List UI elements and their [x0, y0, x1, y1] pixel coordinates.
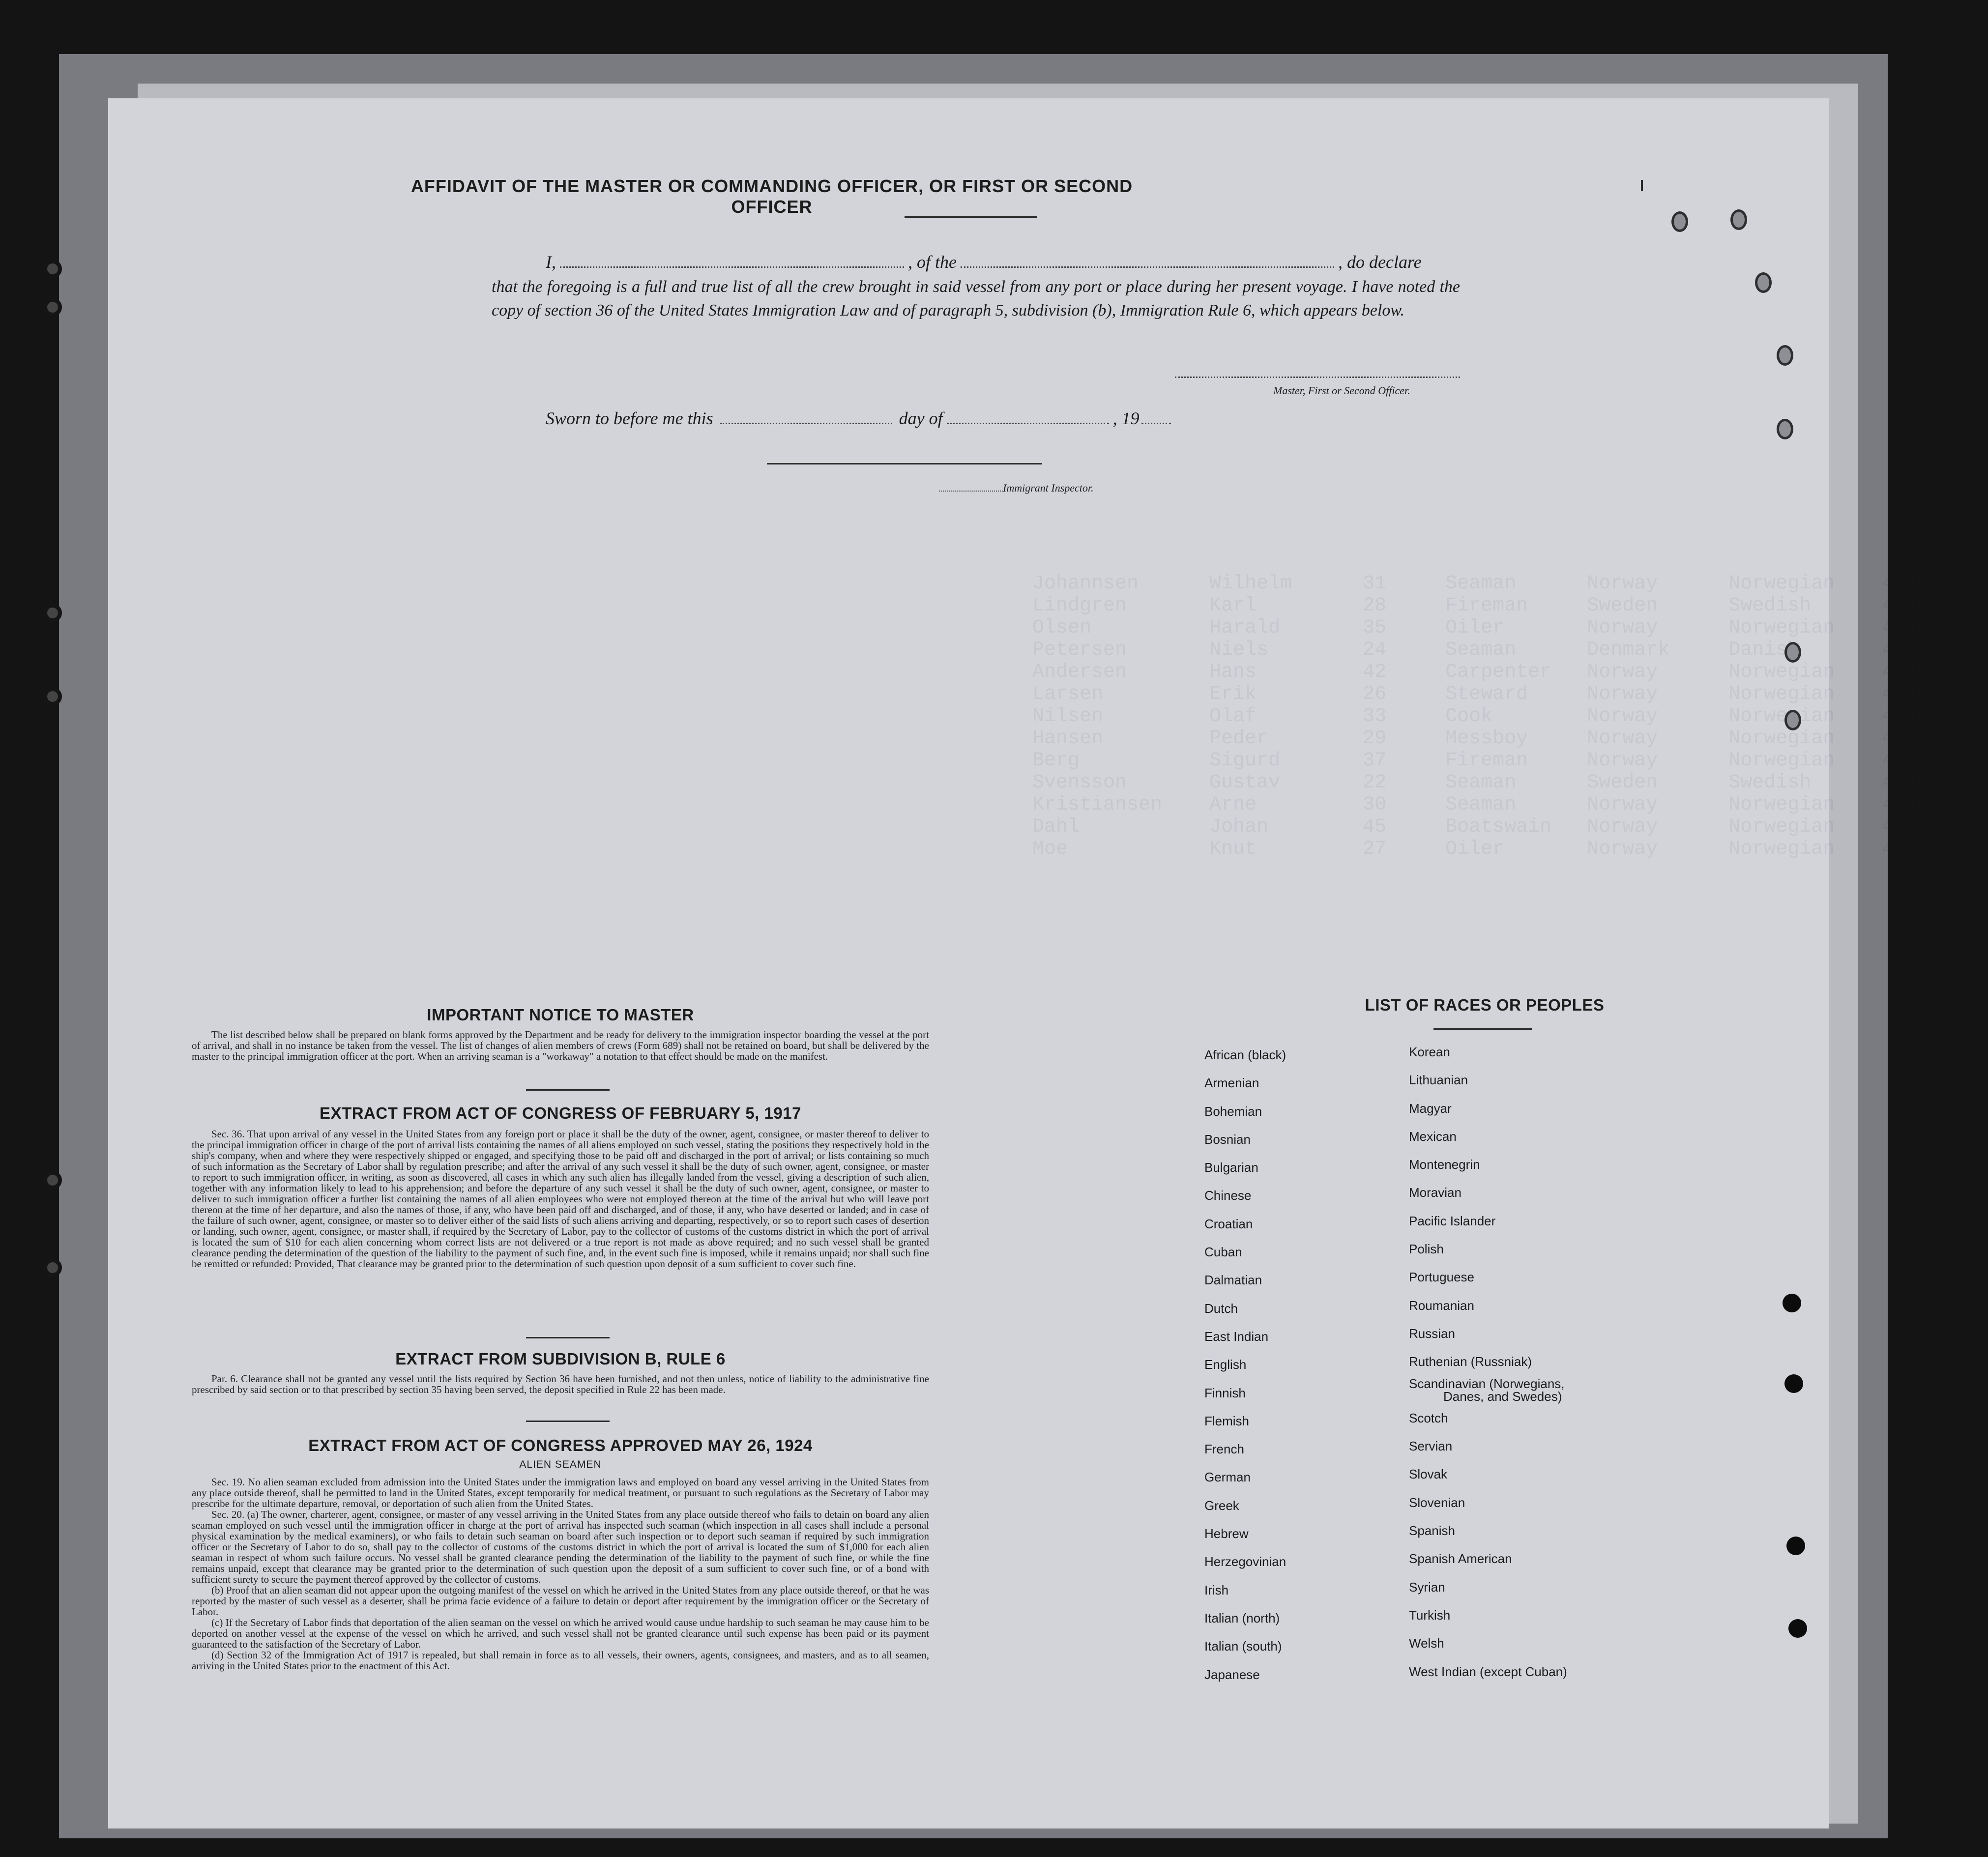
- race-item: Cuban: [1204, 1245, 1242, 1260]
- race-item: African (black): [1204, 1047, 1286, 1062]
- race-item: Syrian: [1409, 1579, 1445, 1595]
- binder-hole-icon: [43, 298, 62, 317]
- race-item: Magyar: [1409, 1101, 1452, 1116]
- notice-paragraph: The list described below shall be prepared on blank forms approved by the Department and be ready for delivery to the immigration inspector boarding the vessel at the port of arrival, and shall in no instance be taken from the vessel. The list of changes of alien members of crews (Form 689) shall not be retained on board, but shall be delivered by the master to the principal immigration officer at the port. When an arriving seaman is a "workaway" a notation to that effect should be made on the manifest.: [192, 1029, 929, 1062]
- race-item: Welsh: [1409, 1636, 1444, 1651]
- extract-1924-subtitle: ALIEN SEAMEN: [519, 1459, 602, 1470]
- affidavit-title: AFFIDAVIT OF THE MASTER OR COMMANDING OFFICER, OR FIRST OR SECOND OFFICER: [410, 176, 1133, 217]
- race-item: Portuguese: [1409, 1270, 1474, 1285]
- race-item: Armenian: [1204, 1075, 1259, 1091]
- race-item: Irish: [1204, 1582, 1229, 1597]
- do-declare-label: , do declare: [1338, 252, 1422, 272]
- punch-hole-icon: [1786, 1537, 1805, 1555]
- race-item: Pacific Islander: [1409, 1213, 1496, 1228]
- race-item: Herzegovinian: [1204, 1554, 1286, 1569]
- race-item: Roumanian: [1409, 1298, 1474, 1313]
- race-item: Polish: [1409, 1242, 1444, 1257]
- rule6-title: EXTRACT FROM SUBDIVISION B, RULE 6: [395, 1350, 726, 1368]
- punch-hole-icon: [1671, 211, 1688, 232]
- binder-hole-icon: [43, 260, 62, 278]
- races-column-2: [1409, 1038, 1567, 1686]
- race-item: Bohemian: [1204, 1103, 1262, 1119]
- race-item: Slovenian: [1409, 1495, 1465, 1510]
- inspector-signature-field[interactable]: [767, 463, 1042, 464]
- sec-20c-paragraph: (c) If the Secretary of Labor finds that deportation of the alien seaman on the vessel on which he arrived would cause undue hardship to such seaman he may cause him to be deported on another vessel at the expense of the vessel on which he arrived, and such vessel shall not be granted clearance until such expense has been paid or its payment guaranteed to the satisfaction of the Secretary of Labor.: [192, 1617, 929, 1650]
- extract-1917-paragraph: Sec. 36. That upon arrival of any vessel in the United States from any foreign port or place it shall be the duty of the owner, agent, consignee, or master thereof to deliver to the principal immigration officer in charge of the port of arrival lists containing the names of all aliens employed on such vessel, stating the positions they respectively hold in the ship's company, when and where they were respectively shipped or engaged, and specifying those to be paid off and discharged in the port of arrival; or lists containing so much of such information as the Secretary of Labor shall by regulation prescribe; and after the arrival of any such vessel it shall be the duty of such owner, agent, consignee, or master to report to such immigration officer, in writing, as soon as discovered, all cases in which any such alien has illegally landed from the vessel, giving a description of such alien, together with any information likely to lead to his apprehension; and before the departure of any such vessel it shall be the duty of such owner, agent, consignee, or master to deliver to such immigration officer a further list containing the names of all alien employees who were not employed thereon at the time of the arrival but who will leave port thereon at the time of her departure, and also the names of those, if any, who have been paid off and discharged, and of those, if any, who have deserted or landed; and in case of the failure of such owner, agent, consignee, or master so to deliver either of the said lists of such aliens arriving and departing, respectively, or so to report such cases of desertion or landing, such owner, agent, consignee, or master shall, if required by the Secretary of Labor, pay to the collector of customs of the customs district in which the port of arrival is located the sum of $10 for each alien concerning whom correct lists are not delivered or a true report is not made as above required; and no such vessel shall be granted clearance pending the determination of the question of the liability to the payment of such fine, and, in the event such fine is imposed, while it remains unpaid; nor shall such fine be remitted or refunded: Provided, That clearance may be granted prior to the determination of such question upon deposit of a sum sufficient to cover such fine.: [192, 1128, 929, 1270]
- section-divider: [526, 1421, 610, 1422]
- race-item: Italian (south): [1204, 1639, 1282, 1654]
- rule6-paragraph: Par. 6. Clearance shall not be granted any vessel until the lists required by Section 36 have been furnished, and not then unless, notice of liability to the administrative fine prescribed by said section or to that prescribed by section 35 having been served, the deposit specified in Rule 22 has been made.: [192, 1373, 929, 1395]
- race-item-line-1: Scandinavian (Norwegians,: [1409, 1376, 1565, 1391]
- notice-text: [192, 1029, 929, 1062]
- extract-1917-title: EXTRACT FROM ACT OF CONGRESS OF FEBRUARY 5, 1917: [320, 1104, 801, 1122]
- punch-hole-icon: [1784, 1374, 1803, 1393]
- punch-hole-icon: [1783, 1294, 1801, 1312]
- declarant-line: [546, 252, 1460, 272]
- race-item: Hebrew: [1204, 1526, 1249, 1541]
- sworn-month-field[interactable]: [947, 423, 1109, 424]
- inspector-caption-line: [939, 482, 1094, 494]
- rule6-text: [192, 1373, 929, 1395]
- notice-title: IMPORTANT NOTICE TO MASTER: [427, 1006, 694, 1024]
- race-item: Moravian: [1409, 1185, 1462, 1200]
- extract-1924-text: [192, 1477, 929, 1671]
- race-item: Japanese: [1204, 1667, 1260, 1682]
- sworn-line: [546, 408, 1171, 429]
- race-item: Slovak: [1409, 1467, 1448, 1482]
- races-column-1: [1204, 1041, 1286, 1689]
- race-item: Italian (north): [1204, 1610, 1280, 1625]
- race-item: Greek: [1204, 1498, 1239, 1513]
- bleed-through-text: Johannsen Wilhelm 31 Seaman Norway Norwegian 4/10 1930 Lindgren Karl 28 Fireman Sweden Swedish 4/10 1930 Olsen Harald 35 Oiler Norway Norwegian 4/10 1930 Petersen Niels 24 Seaman Denmark Danish 4/10 1930 Andersen Hans 42 Carpenter Norway Norwegian 4/10 1930 Larsen Erik 26 Steward Norway Norwegian 4/10 1930 Nilsen Olaf 33 Cook Norway Norwegian 4/10 1930 Hansen Peder 29 Messboy Norway Norwegian 4/10 1930 Berg Sigurd 37 Fireman Norway Norwegian 4/10 1930 Svensson Gustav 22 Seaman Sweden Swedish 4/10 1930 Kristiansen Arne 30 Seaman Norway Norwegian 4/10 1930 Dahl Johan 45 Boatswain Norway Norwegian 4/10 1930 Moe Knut 27 Oiler Norway Norwegian 4/10 1930: [1032, 573, 1988, 860]
- vessel-name-field[interactable]: [961, 266, 1334, 268]
- race-item: Bosnian: [1204, 1132, 1251, 1147]
- race-item: Montenegrin: [1409, 1157, 1480, 1172]
- inspector-caption: Immigrant Inspector.: [1003, 482, 1094, 494]
- race-item: Korean: [1409, 1045, 1450, 1059]
- officer-signature-caption: Master, First or Second Officer.: [1273, 384, 1410, 397]
- race-item: Flemish: [1204, 1413, 1250, 1428]
- race-item: Spanish: [1409, 1523, 1455, 1538]
- declarant-name-field[interactable]: [560, 266, 904, 268]
- section-divider: [526, 1337, 610, 1338]
- race-item: Lithuanian: [1409, 1073, 1468, 1088]
- punch-hole-icon: [1730, 209, 1747, 230]
- race-item: Dalmatian: [1204, 1273, 1262, 1288]
- margin-mark: [1641, 180, 1643, 191]
- race-item-multiline: [1409, 1376, 1567, 1404]
- declarant-i-label: I,: [546, 252, 556, 272]
- inspector-dots: [939, 491, 1003, 492]
- form-page: [108, 98, 1988, 1828]
- punch-hole-icon: [1755, 272, 1772, 293]
- punch-hole-icon: [1788, 1619, 1807, 1638]
- year-label: , 19: [1112, 408, 1140, 428]
- sworn-year-field[interactable]: [1141, 423, 1171, 424]
- sec-20b-paragraph: (b) Proof that an alien seaman did not appear upon the outgoing manifest of the vessel on which he arrived in the United States from any place outside thereof, or that he was reported by the master of such vessel as a deserter, shall be prima facie evidence of a failure to detain or deport after requirement by the immigration officer or the Secretary of Labor.: [192, 1584, 929, 1618]
- sec-20d-paragraph: (d) Section 32 of the Immigration Act of 1917 is repealed, but shall remain in force as to all vessels, their owners, agents, consignees, and masters, and as to all seamen, arriving in the United States prior to the enactment of this Act.: [192, 1649, 929, 1672]
- race-item: Russian: [1409, 1326, 1455, 1341]
- extract-1917-text: [192, 1129, 929, 1269]
- officer-signature-field[interactable]: [1175, 377, 1460, 378]
- binder-hole-icon: [43, 1171, 62, 1190]
- punch-hole-icon: [1777, 419, 1793, 439]
- race-item: Mexican: [1409, 1129, 1457, 1144]
- race-item: Finnish: [1204, 1385, 1246, 1400]
- race-item: German: [1204, 1470, 1251, 1485]
- race-item: Croatian: [1204, 1216, 1253, 1231]
- race-item: East Indian: [1204, 1329, 1269, 1344]
- race-item: Bulgarian: [1204, 1160, 1258, 1175]
- extract-1924-title: EXTRACT FROM ACT OF CONGRESS APPROVED MAY 26, 1924: [308, 1436, 813, 1454]
- race-item: Spanish American: [1409, 1551, 1512, 1567]
- of-the-label: , of the: [908, 252, 957, 272]
- sec-20a-paragraph: Sec. 20. (a) The owner, charterer, agent, consignee, or master of any vessel arriving in the United States from any place outside thereof who fails to detain on board any alien seaman employed on such vessel until the immigration officer in charge at the port of arrival has inspected such seaman (which inspection in all cases shall include a personal physical examination by the medical examiners), or who fails to detain such seaman on board after such inspection or to deport such seaman if required by such immigration officer or the Secretary of Labor to do so, shall pay to the collector of customs of the customs district in which the port of arrival is located the sum of $1,000 for each alien seaman in respect of whom such failure occurs. No vessel shall be granted clearance pending the determination of the liability to the payment of such fine, or while the fine remains unpaid, except that clearance may be granted prior to the determination of such question upon the deposit of a sum sufficient to cover such fine, or of a bond with sufficient surety to secure the payment thereof approved by the collector of customs.: [192, 1509, 929, 1585]
- race-item: Scotch: [1409, 1410, 1448, 1425]
- race-item-line-2: Danes, and Swedes): [1443, 1389, 1562, 1404]
- race-item: Dutch: [1204, 1301, 1238, 1316]
- race-item: Ruthenian (Russniak): [1409, 1354, 1532, 1369]
- sworn-label: Sworn to before me this: [546, 408, 713, 428]
- binder-hole-icon: [43, 687, 62, 706]
- punch-hole-icon: [1784, 710, 1801, 730]
- binder-hole-icon: [43, 1258, 62, 1277]
- race-item: Servian: [1409, 1439, 1453, 1454]
- race-item: Turkish: [1409, 1607, 1451, 1623]
- day-of-label: day of: [899, 408, 943, 428]
- races-title: LIST OF RACES OR PEOPLES: [1365, 996, 1605, 1014]
- race-item: French: [1204, 1442, 1244, 1457]
- race-item: Chinese: [1204, 1188, 1252, 1203]
- section-divider: [526, 1089, 610, 1091]
- race-item: English: [1204, 1357, 1247, 1372]
- race-item: West Indian (except Cuban): [1409, 1664, 1567, 1679]
- sec-19-paragraph: Sec. 19. No alien seaman excluded from admission into the United States under the immigration laws and employed on board any vessel arriving in the United States from any place outside thereof, shall be permitted to land in the United States, except temporarily for medical treatment, or pursuant to such regulations as the Secretary of Labor may prescribe for the ultimate departure, removal, or deportation of such alien from the United States.: [192, 1476, 929, 1509]
- sworn-day-field[interactable]: [720, 423, 892, 424]
- title-divider: [905, 216, 1037, 218]
- punch-hole-icon: [1784, 642, 1801, 663]
- binder-hole-icon: [43, 604, 62, 622]
- declaration-paragraph: that the foregoing is a full and true list of all the crew brought in said vessel from any port or place during her present voyage. I have noted the copy of section 36 of the United States Immigration Law and of paragraph 5, subdivision (b), Immigration Rule 6, which appears below.: [492, 278, 1460, 319]
- punch-hole-icon: [1777, 345, 1793, 366]
- races-divider: [1433, 1028, 1532, 1030]
